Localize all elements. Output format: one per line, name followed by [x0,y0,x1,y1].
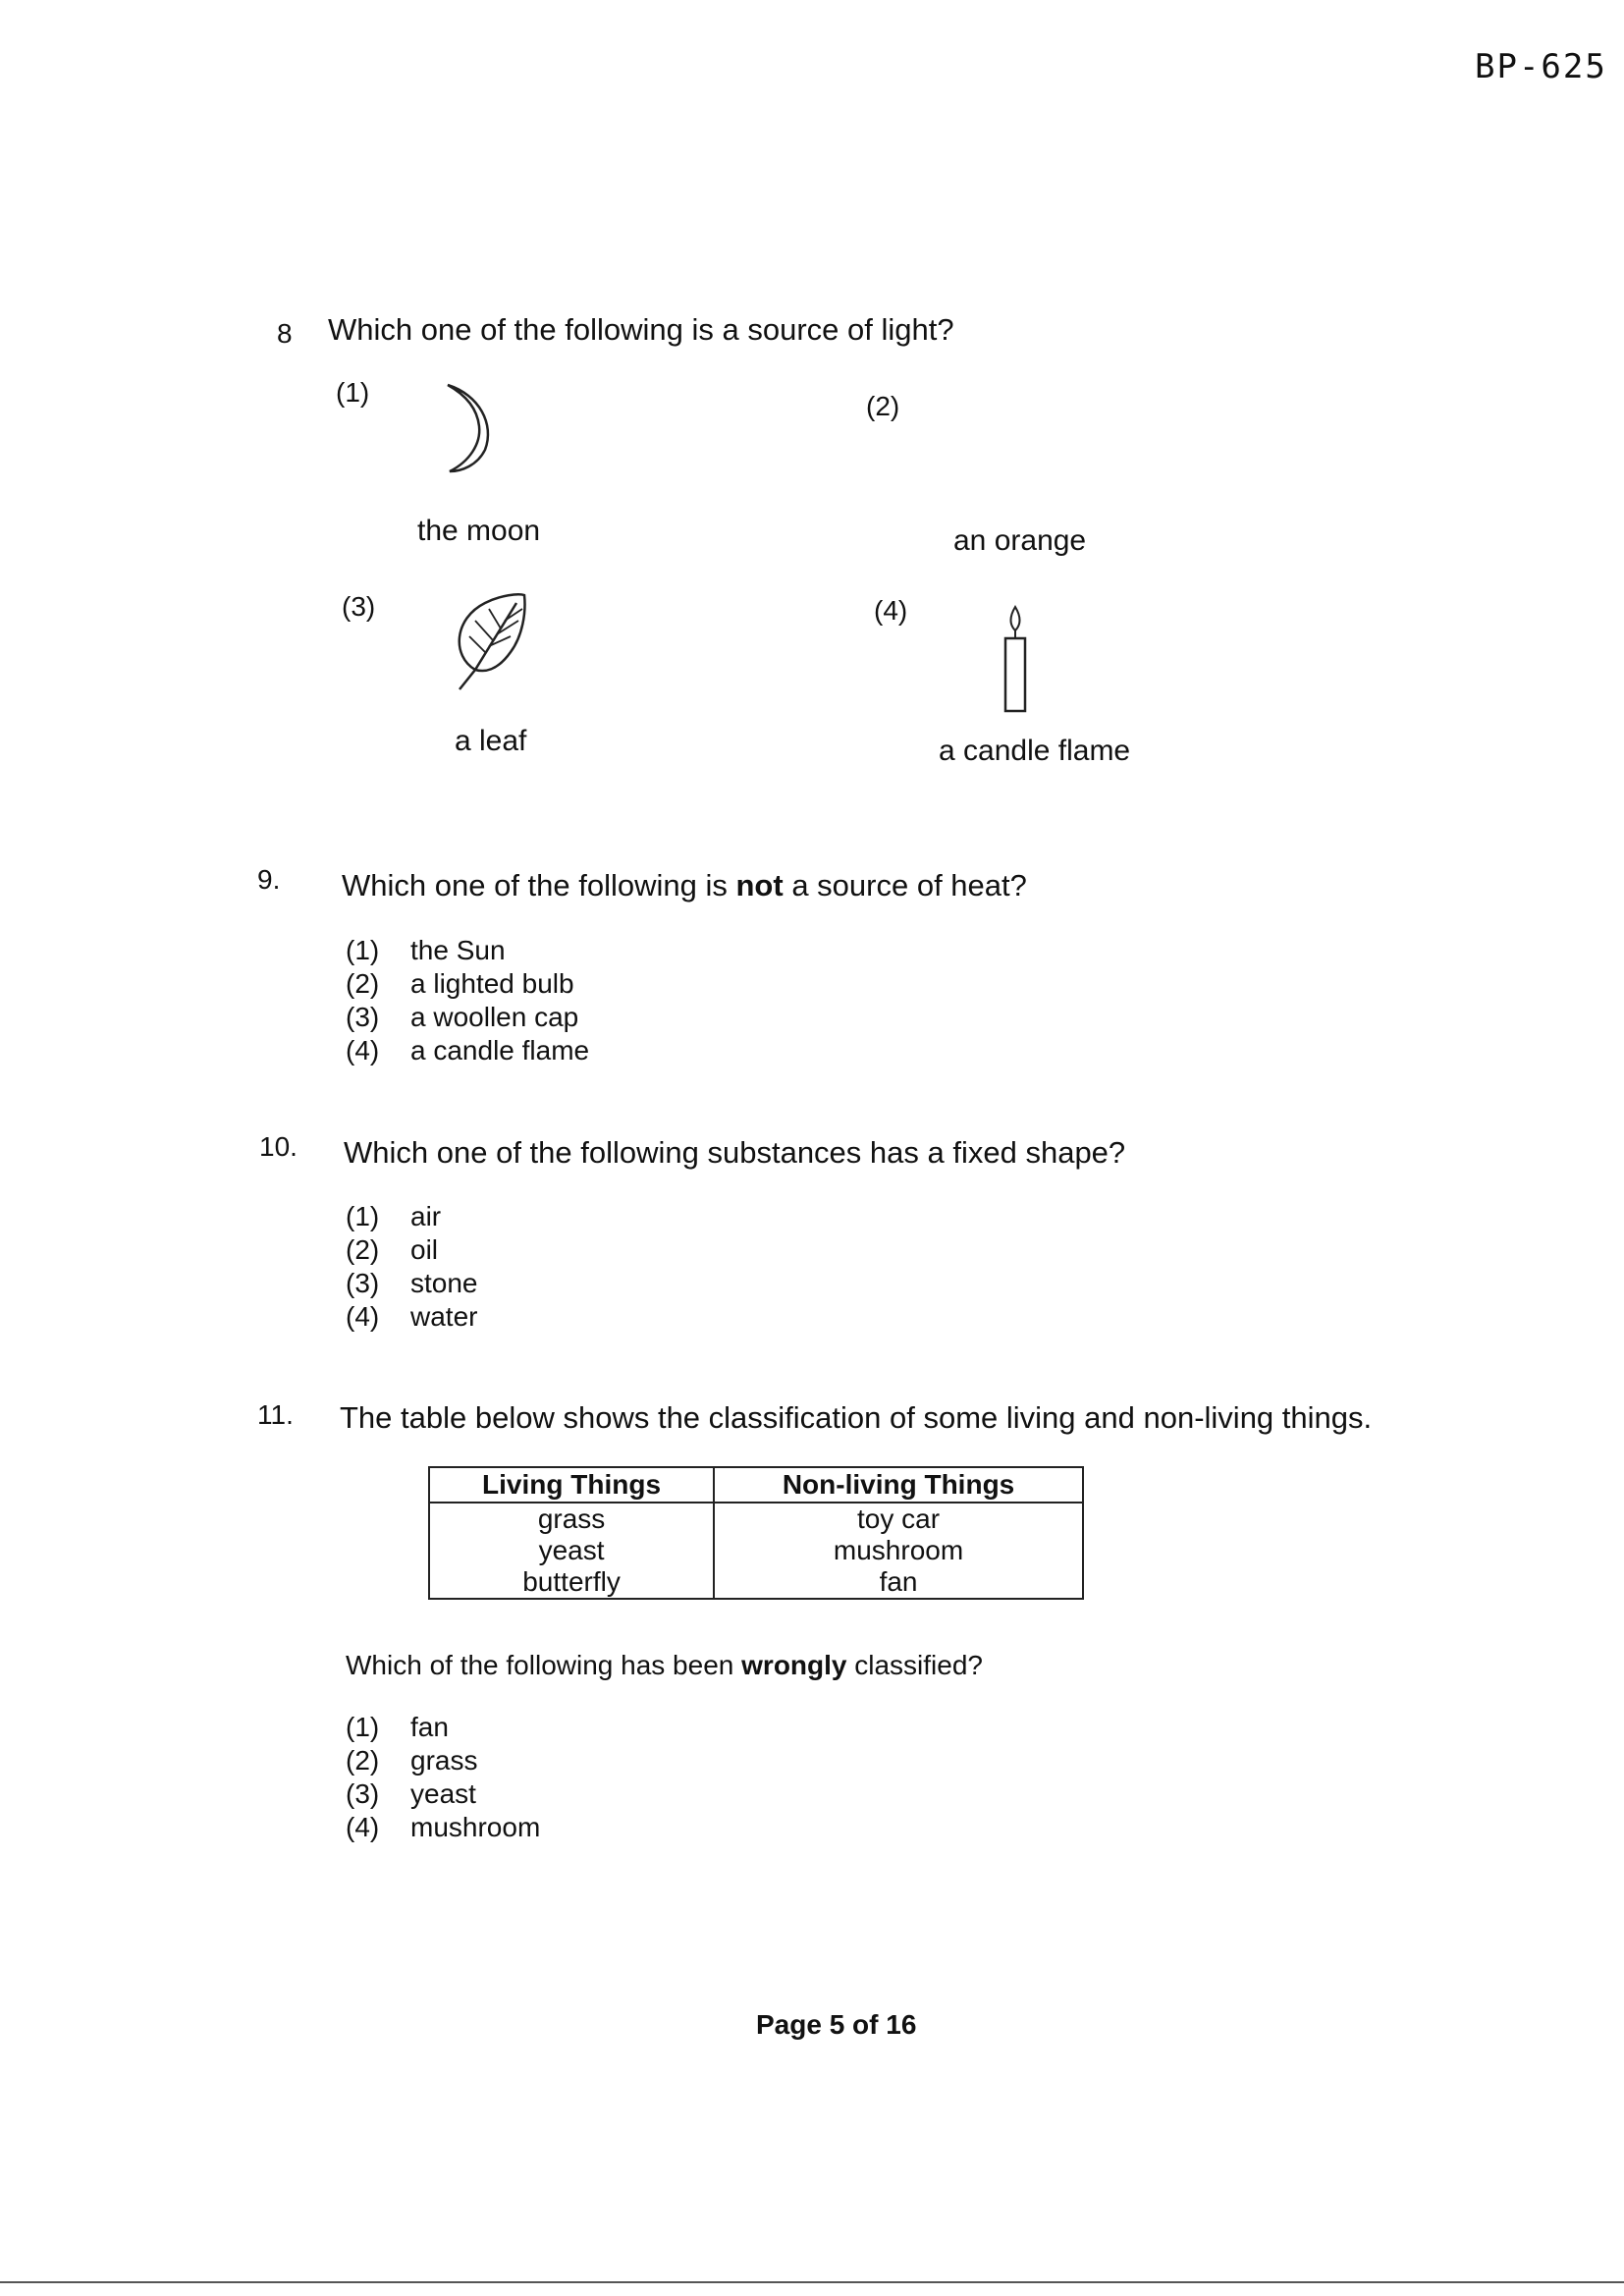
q8-option-3-number: (3) [342,591,376,622]
option-number: (1) [346,935,380,965]
option-text: yeast [410,1778,476,1809]
q8-text: Which one of the following is a source of light? [328,312,954,347]
option-text: oil [410,1234,439,1265]
option-number: (4) [346,1035,380,1066]
option-text: a woollen cap [410,1002,579,1032]
option-text: water [410,1301,478,1332]
q8-option-3-caption: a leaf [455,725,527,757]
q11-sub-post: classified? [846,1650,983,1680]
q9-text-post: a source of heat? [783,868,1027,902]
table-cell: yeast [429,1535,714,1566]
q8-option-2-number: (2) [866,391,900,421]
bottom-divider [0,2281,1624,2283]
q9-text-pre: Which one of the following is [342,868,736,902]
option-text: the Sun [410,935,506,965]
classification-table [428,1466,1084,1600]
option-text: stone [410,1268,478,1298]
option-text: grass [410,1745,478,1776]
candle-icon [998,605,1033,715]
table-cell: butterfly [429,1566,714,1599]
q9-number: 9. [257,864,281,895]
table-cell: grass [429,1503,714,1535]
q10-option-3 [346,1267,478,1300]
q11-option-2 [346,1744,540,1777]
q10-options [346,1200,478,1334]
table-row [429,1535,1083,1566]
option-text: fan [410,1712,449,1742]
q10-number: 10. [259,1131,298,1162]
option-number: (2) [346,1234,380,1265]
q8-option-1-caption: the moon [417,515,541,547]
q9-options [346,934,589,1067]
q9-option-2 [346,967,589,1001]
q11-sub-bold: wrongly [741,1650,847,1680]
table-header-nonliving: Non-living Things [714,1467,1083,1503]
table-cell: fan [714,1566,1083,1599]
option-text: a candle flame [410,1035,590,1066]
q10-option-4 [346,1300,478,1334]
option-number: (2) [346,1745,380,1776]
table-row [429,1503,1083,1535]
moon-icon [440,381,499,475]
q11-number: 11. [257,1399,294,1430]
q8-number: 8 [277,318,293,349]
q8-option-4-caption: a candle flame [939,735,1131,767]
option-number: (4) [346,1812,380,1842]
q9-option-3 [346,1001,589,1034]
option-number: (3) [346,1778,380,1809]
q8-option-2-caption: an orange [953,524,1087,557]
option-text: air [410,1201,442,1231]
table-header-row [429,1467,1083,1503]
option-text: a lighted bulb [410,968,574,999]
option-number: (3) [346,1002,380,1032]
option-number: (4) [346,1301,380,1332]
option-number: (3) [346,1268,380,1298]
option-number: (2) [346,968,380,999]
q9-text-bold: not [735,868,784,902]
q10-option-1 [346,1200,478,1233]
q9-option-1 [346,934,589,967]
page-number: Page 5 of 16 [756,2009,917,2040]
option-text: mushroom [410,1812,541,1842]
q11-option-4 [346,1811,540,1844]
table-cell: mushroom [714,1535,1083,1566]
q9-option-4 [346,1034,589,1067]
option-number: (1) [346,1712,380,1742]
table-row [429,1566,1083,1599]
table-header-living: Living Things [429,1467,714,1503]
table-cell: toy car [714,1503,1083,1535]
q11-options [346,1711,540,1844]
q11-subquestion [346,1650,983,1681]
q10-option-2 [346,1233,478,1267]
q9-text [342,868,1027,903]
leaf-icon [446,591,530,693]
q8-option-4-number: (4) [874,595,908,626]
q8-option-1-number: (1) [336,377,370,408]
q10-text: Which one of the following substances has a fixed shape? [344,1135,1126,1170]
q11-option-3 [346,1777,540,1811]
q11-text: The table below shows the classification of some living and non-living things. [340,1400,1373,1435]
option-number: (1) [346,1201,380,1231]
paper-code: BP-625 [1475,47,1607,86]
q11-option-1 [346,1711,540,1744]
q11-sub-pre: Which of the following has been [346,1650,742,1680]
